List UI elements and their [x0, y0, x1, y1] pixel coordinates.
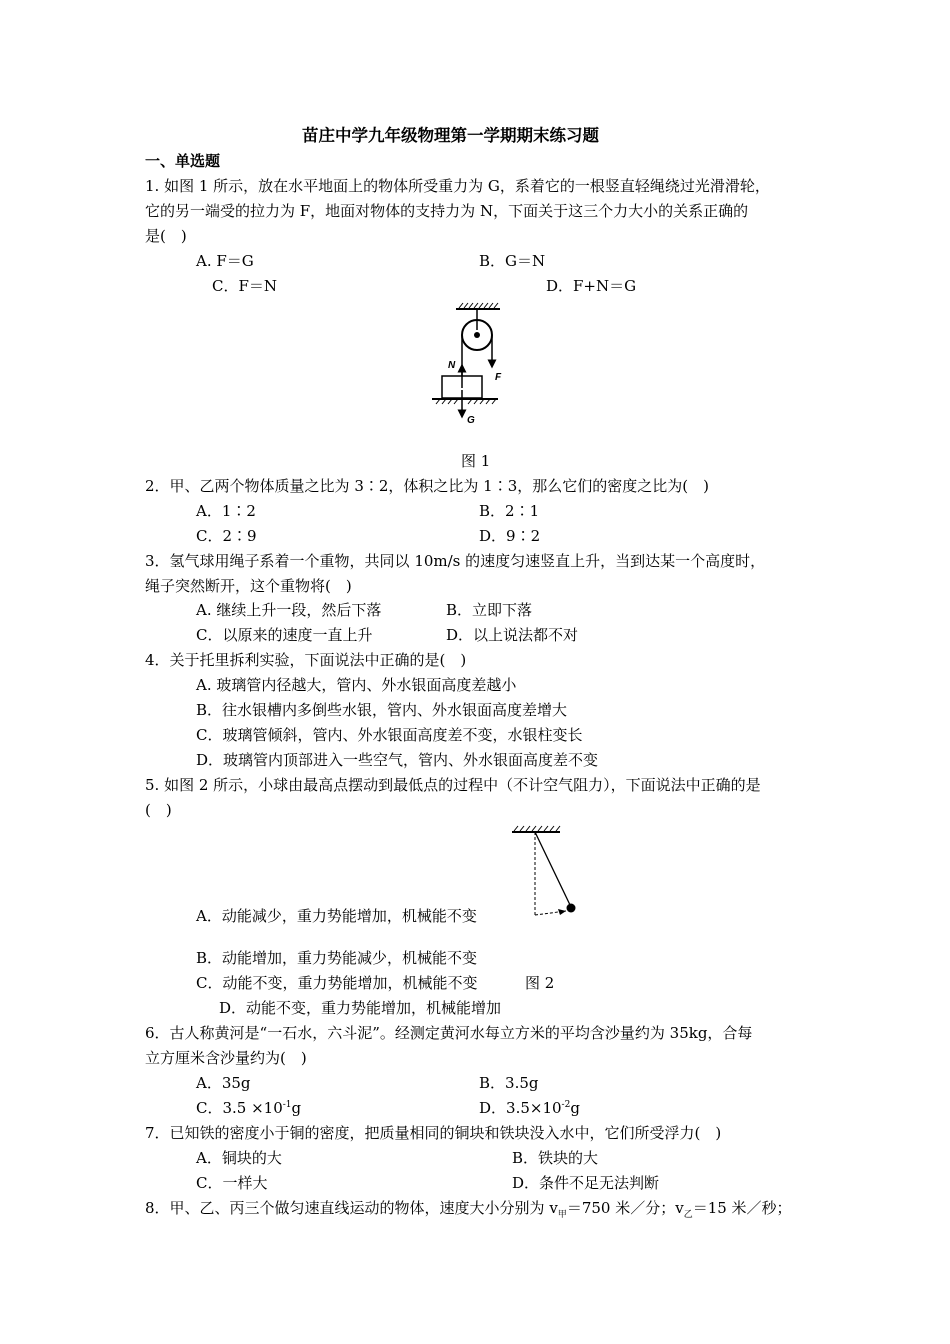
q5-stem-line1: 5. 如图 2 所示，小球由最高点摆动到最低点的过程中（不计空气阻力），下面说法中正确的是: [145, 776, 761, 794]
q1-stem-line2: 它的另一端受的拉力为 F，地面对物体的支持力为 N，下面关于这三个力大小的关系正确的: [145, 202, 749, 220]
q4-stem-line1: 4．关于托里拆利实验，下面说法中正确的是( ): [145, 651, 467, 669]
q6-option-c-base: C．3.5 ×10: [196, 1099, 283, 1117]
q4-option-c: C．玻璃管倾斜，管内、外水银面高度差不变，水银柱变长: [196, 726, 583, 744]
q6-option-c-exponent: -1: [282, 1100, 292, 1110]
q2-option-a: A．1∶2: [196, 502, 256, 520]
q6-option-c: [196, 1099, 301, 1117]
q6-option-b: B．3.5g: [479, 1074, 539, 1092]
q5-option-c: C．动能不变，重力势能增加，机械能不变: [196, 974, 478, 992]
q6-option-c-unit: g: [291, 1099, 302, 1117]
q1-option-b: B．G＝N: [479, 252, 546, 270]
q8-subscript-jia: 甲: [557, 1210, 567, 1220]
q8-subscript-yi: 乙: [683, 1210, 693, 1220]
q7-option-d: D．条件不足无法判断: [512, 1174, 660, 1192]
q8-part2: ＝750 米／分；v: [566, 1199, 684, 1217]
figure-2-caption: 图 2: [525, 974, 555, 992]
q1-option-a: A. F＝G: [196, 252, 254, 270]
q3-stem-line2: 绳子突然断开，这个重物将( ): [145, 577, 352, 595]
figure-1-label-n: N: [448, 360, 456, 371]
figure-1-label-g: G: [467, 415, 475, 426]
q7-option-b: B．铁块的大: [512, 1149, 599, 1167]
figure-1-label-f: F: [495, 372, 502, 383]
q6-stem-line2: 立方厘米含沙量约为( ): [145, 1049, 307, 1067]
section-heading-single-choice: 一、单选题: [145, 152, 221, 170]
q2-stem-line1: 2．甲、乙两个物体质量之比为 3∶2，体积之比为 1∶3，那么它们的密度之比为( ): [145, 477, 709, 495]
q8-part1: 8．甲、乙、丙三个做匀速直线运动的物体，速度大小分别为 v: [145, 1199, 558, 1217]
q5-option-d: D．动能不变，重力势能增加，机械能增加: [219, 999, 502, 1017]
figure-1-pulley-diagram: [426, 300, 506, 430]
q7-option-c: C．一样大: [196, 1174, 268, 1192]
q4-option-d: D．玻璃管内顶部进入一些空气，管内、外水银面高度差不变: [196, 751, 599, 769]
q1-option-c: C．F＝N: [212, 277, 278, 295]
q4-option-b: B．往水银槽内多倒些水银，管内、外水银面高度差增大: [196, 701, 568, 719]
q7-stem-line1: 7．已知铁的密度小于铜的密度，把质量相同的铜块和铁块没入水中，它们所受浮力( ): [145, 1124, 722, 1142]
figure-1-caption: 图 1: [461, 452, 491, 470]
q6-option-d-unit: g: [570, 1099, 580, 1117]
q5-option-a: A．动能减少，重力势能增加，机械能不变: [196, 907, 477, 925]
q6-option-d: [479, 1099, 580, 1117]
q3-option-c: C．以原来的速度一直上升: [196, 626, 373, 644]
q5-option-b: B．动能增加，重力势能减少，机械能不变: [196, 949, 478, 967]
q3-option-a: A. 继续上升一段，然后下落: [196, 601, 382, 619]
q8-stem-line1: [145, 1199, 792, 1220]
q2-option-d: D．9∶2: [479, 527, 541, 545]
figure-2-pendulum-diagram: [508, 825, 578, 925]
q4-option-a: A. 玻璃管内径越大，管内、外水银面高度差越小: [196, 676, 517, 694]
q1-stem-line1: 1. 如图 1 所示，放在水平地面上的物体所受重力为 G，系着它的一根竖直轻绳绕过光滑滑轮，: [145, 177, 770, 195]
q1-option-d: D．F+N＝G: [546, 277, 637, 295]
q1-stem-line3: 是( ): [145, 227, 187, 245]
q3-option-d: D．以上说法都不对: [446, 626, 579, 644]
q3-stem-line1: 3．氢气球用绳子系着一个重物，共同以 10m/s 的速度匀速竖直上升，当到达某一个高度时，: [145, 552, 766, 570]
q6-option-d-base: D．3.5×10: [479, 1099, 562, 1117]
q6-option-a: A．35g: [196, 1074, 251, 1092]
q2-option-c: C．2∶9: [196, 527, 257, 545]
page-title: 苗庄中学九年级物理第一学期期末练习题: [302, 126, 599, 145]
q6-stem-line1: 6．古人称黄河是“一石水，六斗泥”。经测定黄河水每立方米的平均含沙量约为 35kg，合每: [145, 1024, 753, 1042]
q2-option-b: B．2∶1: [479, 502, 540, 520]
q3-option-b: B．立即下落: [446, 601, 533, 619]
q8-part3: ＝15 米／秒；: [692, 1199, 792, 1217]
q7-option-a: A．铜块的大: [196, 1149, 282, 1167]
q6-option-d-exponent: -2: [561, 1100, 571, 1110]
q5-stem-line2: ( ): [145, 801, 172, 819]
